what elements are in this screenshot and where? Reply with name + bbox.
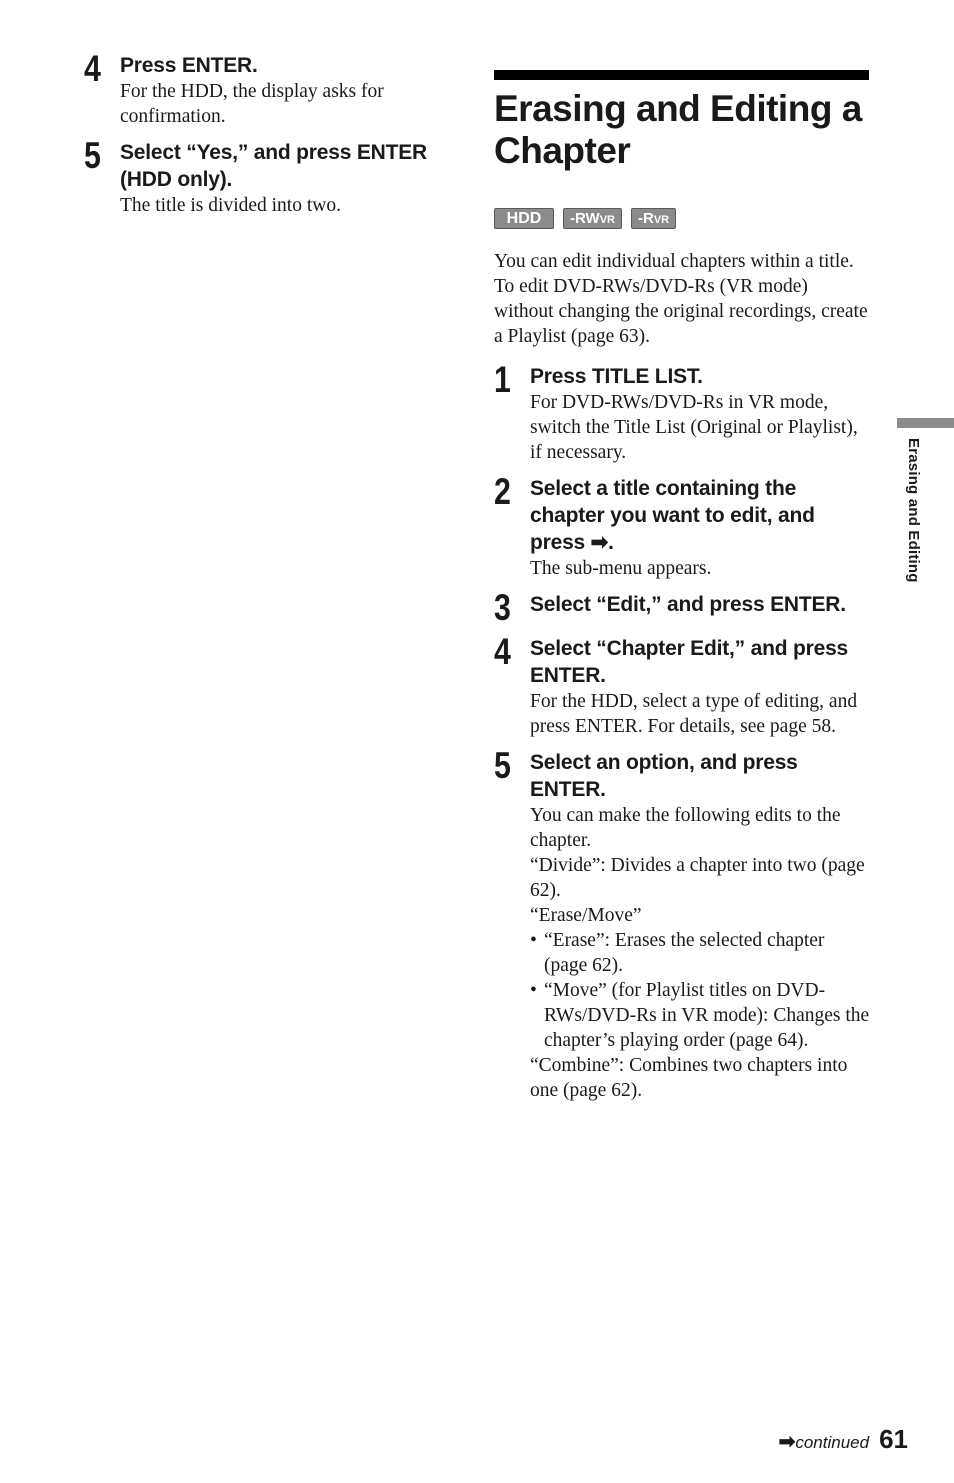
- step-number: 3: [494, 587, 511, 628]
- side-section-label: Erasing and Editing: [905, 438, 922, 583]
- step-text: The sub-menu appears.: [530, 558, 712, 579]
- step-heading: Press TITLE LIST.: [530, 365, 703, 388]
- step-5-left: [84, 135, 464, 218]
- media-badges: [494, 208, 870, 229]
- badge-main: -RW: [570, 210, 600, 227]
- left-column: [84, 48, 464, 228]
- page-number: 61: [879, 1424, 908, 1454]
- step-heading: Select “Chapter Edit,” and press ENTER.: [530, 637, 849, 687]
- step-heading: Select “Yes,” and press ENTER (HDD only).: [120, 141, 427, 191]
- step-3: [494, 587, 870, 628]
- bullet-item: [530, 928, 870, 978]
- bullet-item: [530, 978, 870, 1053]
- step-4-left: [84, 48, 464, 129]
- step-text: For the HDD, the display asks for confirmation.: [120, 81, 384, 127]
- section-rule: [494, 70, 869, 80]
- right-column: [494, 70, 870, 1113]
- step-number: 5: [494, 745, 511, 786]
- hdd-badge: HDD: [494, 208, 554, 229]
- step-text: The title is divided into two.: [120, 195, 341, 216]
- step-number: 4: [84, 48, 101, 89]
- arrow-right-icon: ➡: [778, 1431, 796, 1453]
- step-2: [494, 471, 870, 581]
- badge-sub: VR: [653, 214, 670, 226]
- side-tab-marker: [897, 418, 954, 428]
- option-divide: “Divide”: Divides a chapter into two (page 62).: [530, 855, 865, 901]
- step-number: 5: [84, 135, 101, 176]
- r-vr-badge: [631, 208, 676, 229]
- step-text: You can make the following edits to the chapter.: [530, 805, 841, 851]
- bullet-dot: •: [530, 980, 537, 1001]
- continued-note: [779, 1431, 870, 1454]
- page-footer: [779, 1424, 908, 1454]
- section-title: Erasing and Editing a Chapter: [494, 88, 862, 171]
- continued-text: continued: [795, 1433, 870, 1452]
- intro-paragraph: You can edit individual chapters within a title. To edit DVD-RWs/DVD-Rs (VR mode) without changing the original recordings, create a Playlist (page 63).: [494, 251, 868, 347]
- step-1: [494, 359, 870, 465]
- option-combine: “Combine”: Combines two chapters into one (page 62).: [530, 1055, 848, 1101]
- step-heading: Select “Edit,” and press ENTER.: [530, 593, 846, 616]
- bullet-dot: •: [530, 930, 537, 951]
- bullet-text: “Move” (for Playlist titles on DVD-RWs/DVD-Rs in VR mode): Changes the chapter’s playing order (page 64).: [544, 980, 870, 1051]
- badge-main: -R: [638, 210, 654, 227]
- step-heading: Select a title containing the chapter you want to edit, and press ➡.: [530, 477, 815, 554]
- step-text: For DVD-RWs/DVD-Rs in VR mode, switch the Title List (Original or Playlist), if necessary.: [530, 392, 858, 463]
- option-erase-move: “Erase/Move”: [530, 905, 642, 926]
- step-number: 2: [494, 471, 511, 512]
- step-heading: Select an option, and press ENTER.: [530, 751, 798, 801]
- rw-vr-badge: [563, 208, 622, 229]
- step-number: 4: [494, 631, 511, 672]
- step-number: 1: [494, 359, 511, 400]
- step-5: [494, 745, 870, 1103]
- step-text: For the HDD, select a type of editing, and press ENTER. For details, see page 58.: [530, 691, 858, 737]
- step-heading: Press ENTER.: [120, 54, 258, 77]
- step-4: [494, 631, 870, 739]
- badge-sub: VR: [599, 214, 615, 226]
- bullet-text: “Erase”: Erases the selected chapter (page 62).: [544, 930, 825, 976]
